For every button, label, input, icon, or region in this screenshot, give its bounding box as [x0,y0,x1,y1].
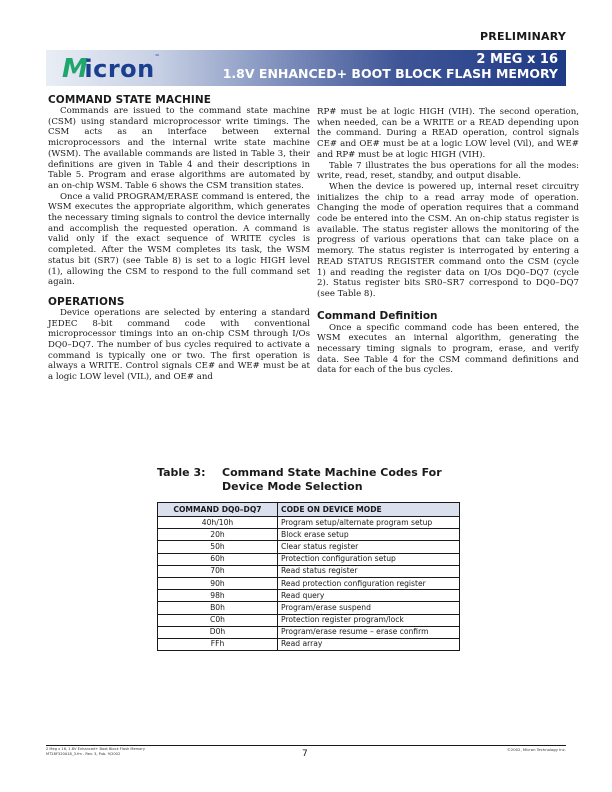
device-mode: Read array [278,638,460,650]
table-title [222,466,442,494]
command-code: C0h [158,614,278,626]
table-row [158,626,460,638]
device-mode: Clear status register [278,541,460,553]
right-column [317,107,579,376]
heading-command-definition: Command Definition [317,309,438,322]
device-mode: Protection register program/lock [278,614,460,626]
product-name: 1.8V ENHANCED+ BOOT BLOCK FLASH MEMORY [222,66,558,81]
product-title [223,53,558,81]
operations-paragraph-2: Table 7 illustrates the bus operations for all the modes: write, read, reset, standby, and output disable. [317,160,579,182]
table-caption [157,466,442,494]
table-number: Table 3: [157,466,206,479]
left-column [48,94,310,383]
device-mode: Program/erase resume – erase confirm [278,626,460,638]
command-code: FFh [158,638,278,650]
footer-revision-line: MT28F320A18_3.fm - Rev. 3, Pub. 9/2002 [46,751,121,756]
trademark-icon: ™ [154,54,161,60]
logo-text: icron [84,55,155,83]
table-row [158,590,460,602]
table-row [158,638,460,650]
heading-command-state-machine: COMMAND STATE MACHINE [48,94,212,106]
table-header-row [158,503,460,517]
product-density: 2 MEG x 16 [476,52,558,67]
table-row [158,565,460,577]
table-row [158,602,460,614]
table-row [158,541,460,553]
command-code: 40h/10h [158,517,278,529]
micron-logo [62,54,160,84]
table-row [158,529,460,541]
command-code: D0h [158,626,278,638]
device-mode: Program/erase suspend [278,602,460,614]
csm-paragraph-1: Commands are issued to the command state machine (CSM) using standard microprocessor write timings. The CSM acts as an interface between external microprocessors and the internal write state machine (WSM). The available commands are listed in Table 3, their definitions are given in Table 4 and their descriptions in Table 5. Program and erase algorithms are automated by an on-chip WSM. Table 6 shows the CSM transition states. [48,106,310,191]
table-title-line2: Device Mode Selection [222,480,363,493]
command-code: 20h [158,529,278,541]
table-row [158,553,460,565]
table-row [158,517,460,529]
footer-product-line: 2 Meg x 16, 1.8V Enhanced+ Boot Block Flash Memory [46,747,145,751]
device-mode: Read protection configuration register [278,577,460,589]
command-code: B0h [158,602,278,614]
preliminary-label: PRELIMINARY [480,30,566,43]
operations-paragraph-1-continued: RP# must be at logic HIGH (VIH). The second operation, when needed, can be a WRITE or a READ depending upon the command. During a READ operation, control signals CE# and OE# must be at a logic LOW level (Vil), and WE# and RP# must be at logic HIGH (VIH). [317,107,579,160]
table-row [158,577,460,589]
logo-swoosh-icon: M [62,54,89,84]
operations-paragraph-1: Device operations are selected by entering a standard JEDEC 8-bit command code with conventional microprocessor timings into an on-chip CSM through I/Os DQ0–DQ7. The number of bus cycles required to activate a command is typically one or two. The first operation is always a WRITE. Control signals CE# and WE# must be at a logic LOW level (VIL), and OE# and [48,307,310,383]
command-definition-paragraph: Once a specific command code has been entered, the WSM executes an internal algorithm, generating the necessary timing signals to program, erase, and verify data. See Table 4 for the CSM command definitions and data for each of the bus cycles. [317,322,579,376]
csm-codes-table [157,502,460,651]
column-header-command: COMMAND DQ0–DQ7 [158,503,278,517]
device-mode: Block erase setup [278,529,460,541]
command-code: 70h [158,565,278,577]
column-header-mode: CODE ON DEVICE MODE [278,503,460,517]
table-title-line1: Command State Machine Codes For [222,466,442,479]
device-mode: Read status register [278,565,460,577]
page-number: 7 [302,749,308,759]
footer-copyright: ©2002, Micron Technology Inc. [506,747,566,752]
device-mode: Protection configuration setup [278,553,460,565]
table-row [158,614,460,626]
csm-paragraph-2: Once a valid PROGRAM/ERASE command is entered, the WSM executes the appropriate algorithm, which generates the necessary timing signals to control the device internally and accomplish the requested operation. A command is valid only if the exact sequence of WRITE cycles is completed. After the WSM completes its task, the WSM status bit (SR7) (see Table 8) is set to a logic HIGH level (1), allowing the CSM to respond to the full command set again. [48,191,310,288]
device-mode: Program setup/alternate program setup [278,517,460,529]
command-code: 50h [158,541,278,553]
footer-divider [46,745,566,746]
operations-paragraph-3: When the device is powered up, internal reset circuitry initializes the chip to a read array mode of operation. Changing the mode of operation requires that a command code be entered into the CSM. An on-chip status register is available. The status register allows the monitoring of the progress of various operations that can take place on a memory. The status register is interrogated by entering a READ STATUS REGISTER command onto the CSM (cycle 1) and reading the register data on I/Os DQ0–DQ7 (cycle 2). Status register bits SR0–SR7 correspond to DQ0–DQ7 (see Table 8). [317,181,579,299]
header-banner [46,50,566,86]
heading-operations: OPERATIONS [48,295,125,308]
command-code: 90h [158,577,278,589]
footer-document-info [46,747,145,756]
command-code: 98h [158,590,278,602]
device-mode: Read query [278,590,460,602]
command-code: 60h [158,553,278,565]
